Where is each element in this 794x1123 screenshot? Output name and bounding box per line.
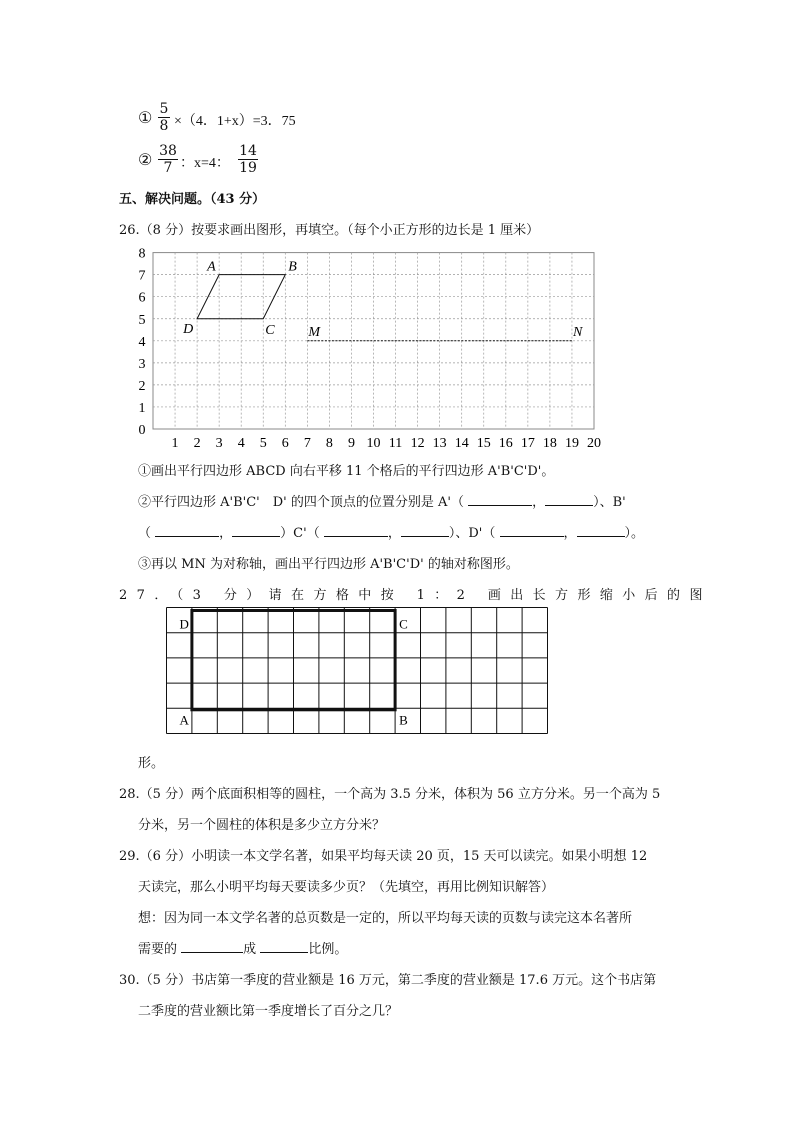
answer-blank-b-x[interactable]	[155, 525, 219, 537]
question-28-line-1: 28.（5 分）两个底面积相等的圆柱，一个高为 3.5 分米，体积为 56 立方分米。另一个高为 5	[119, 787, 661, 802]
x-tick-label: 17	[520, 436, 535, 450]
fraction-denominator: 8	[159, 118, 169, 134]
comma: ，	[219, 526, 233, 541]
y-tick-label: 3	[138, 356, 146, 372]
x-tick-label: 14	[454, 436, 469, 450]
equation-2-fraction-2	[238, 143, 258, 176]
line-4-text-b: 成	[243, 942, 257, 957]
sub-2-prefix: ②平行四边形 A'B'C' D' 的四个顶点的位置分别是 A'（	[138, 495, 464, 510]
comma: ，	[387, 526, 401, 541]
y-tick-label: 0	[138, 423, 146, 438]
y-tick-label: 5	[138, 312, 146, 328]
corner-label-d: D	[179, 616, 189, 632]
question-29-line-4	[138, 938, 347, 957]
equation-1-rest: ×（4．1+x）=3．75	[174, 114, 296, 129]
equation-2-fraction-1	[158, 143, 178, 176]
question-26-sub-2-line-2	[138, 522, 644, 541]
vertex-label-b: B	[288, 259, 297, 275]
rectangle-grid	[166, 607, 550, 763]
x-tick-label: 1	[171, 436, 179, 450]
y-tick-label: 6	[138, 290, 146, 306]
open-paren: （	[138, 526, 152, 541]
x-tick-label: 15	[476, 436, 491, 450]
equation-2-marker: ②	[138, 152, 153, 169]
x-tick-label: 4	[237, 436, 245, 450]
equation-1-fraction	[158, 101, 170, 134]
sub-2-b-label: ）、B'	[593, 495, 626, 510]
sub-2-c-label: ）C'（	[280, 526, 320, 541]
answer-blank-quantity[interactable]	[181, 941, 243, 953]
answer-blank-b-y[interactable]	[232, 525, 280, 537]
equation-1-marker: ①	[138, 110, 153, 127]
y-tick-label: 2	[138, 378, 146, 394]
y-tick-label: 1	[138, 400, 146, 416]
y-tick-label: 8	[138, 246, 146, 262]
fraction-denominator: 19	[239, 160, 257, 176]
x-tick-label: 6	[281, 436, 289, 450]
fraction-denominator: 7	[163, 160, 173, 176]
comma: ，	[532, 495, 546, 510]
x-tick-label: 12	[410, 436, 425, 450]
corner-label-c: C	[399, 616, 408, 632]
line-4-text-a: 需要的	[138, 942, 178, 957]
coordinate-grid-diagram	[130, 240, 620, 450]
question-26-prompt: 26.（8 分）按要求画出图形，再填空。（每个小正方形的边长是 1 厘米）	[119, 223, 540, 238]
x-tick-label: 18	[542, 436, 557, 450]
answer-blank-a-x[interactable]	[468, 494, 532, 506]
line-4-text-c: 比例。	[308, 942, 348, 957]
question-27-tail: 形。	[138, 756, 165, 771]
x-tick-label: 19	[564, 436, 579, 450]
y-tick-label: 7	[138, 268, 146, 284]
answer-blank-c-x[interactable]	[324, 525, 388, 537]
equation-2-middle: ：x=4：	[180, 156, 230, 171]
question-26-sub-2-line-1	[138, 491, 626, 510]
x-tick-label: 16	[498, 436, 513, 450]
sub-2-end: ）。	[624, 526, 645, 541]
question-29-line-2: 天读完，那么小明平均每天要读多少页？（先填空，再用比例知识解答）	[138, 880, 555, 895]
x-tick-label: 5	[259, 436, 267, 450]
x-tick-label: 11	[388, 436, 403, 450]
x-tick-label: 10	[366, 436, 381, 450]
point-label-m: M	[308, 324, 321, 340]
fraction-numerator: 5	[159, 101, 169, 117]
corner-label-a: A	[179, 712, 189, 728]
question-30-line-2: 二季度的营业额比第一季度增长了百分之几？	[138, 1004, 399, 1019]
x-tick-label: 9	[347, 436, 355, 450]
y-tick-label: 4	[138, 334, 146, 350]
fraction-numerator: 38	[159, 143, 177, 159]
x-tick-label: 8	[325, 436, 333, 450]
answer-blank-a-y[interactable]	[545, 494, 593, 506]
answer-blank-c-y[interactable]	[401, 525, 449, 537]
x-tick-label: 20	[587, 436, 601, 450]
vertex-label-c: C	[265, 322, 275, 338]
question-26-sub-3: ③再以 MN 为对称轴，画出平行四边形 A'B'C'D' 的轴对称图形。	[138, 557, 519, 572]
question-30-line-1: 30.（5 分）书店第一季度的营业额是 16 万元，第二季度的营业额是 17.6 万元。这个书店第	[119, 973, 657, 988]
comma: ，	[563, 526, 577, 541]
vertex-label-d: D	[183, 321, 194, 337]
answer-blank-d-x[interactable]	[500, 525, 564, 537]
section-heading: 五、解决问题。（43 分）	[119, 192, 266, 207]
question-29-line-3: 想：因为同一本文学名著的总页数是一定的，所以平均每天读的页数与读完这本名著所	[138, 911, 633, 926]
x-tick-label: 13	[432, 436, 447, 450]
question-27-prompt: 27．（3 分）请在方格中按 1：2 画出长方形缩小后的图	[119, 588, 712, 603]
x-tick-label: 2	[193, 436, 201, 450]
answer-blank-proportion-type[interactable]	[260, 941, 308, 953]
fraction-numerator: 14	[239, 143, 257, 159]
question-26-sub-1: ①画出平行四边形 ABCD 向右平移 11 个格后的平行四边形 A'B'C'D'。	[138, 464, 555, 479]
point-label-n: N	[572, 324, 583, 340]
question-29-line-1: 29.（6 分）小明读一本文学名著，如果平均每天读 20 页，15 天可以读完。如果小明想 12	[119, 849, 648, 864]
answer-blank-d-y[interactable]	[577, 525, 625, 537]
vertex-label-a: A	[207, 259, 216, 275]
sub-2-d-label: ）、D'（	[448, 526, 496, 541]
x-tick-label: 3	[215, 436, 223, 450]
corner-label-b: B	[399, 712, 408, 728]
question-28-line-2: 分米，另一个圆柱的体积是多少立方分米？	[138, 818, 386, 833]
x-tick-label: 7	[303, 436, 311, 450]
